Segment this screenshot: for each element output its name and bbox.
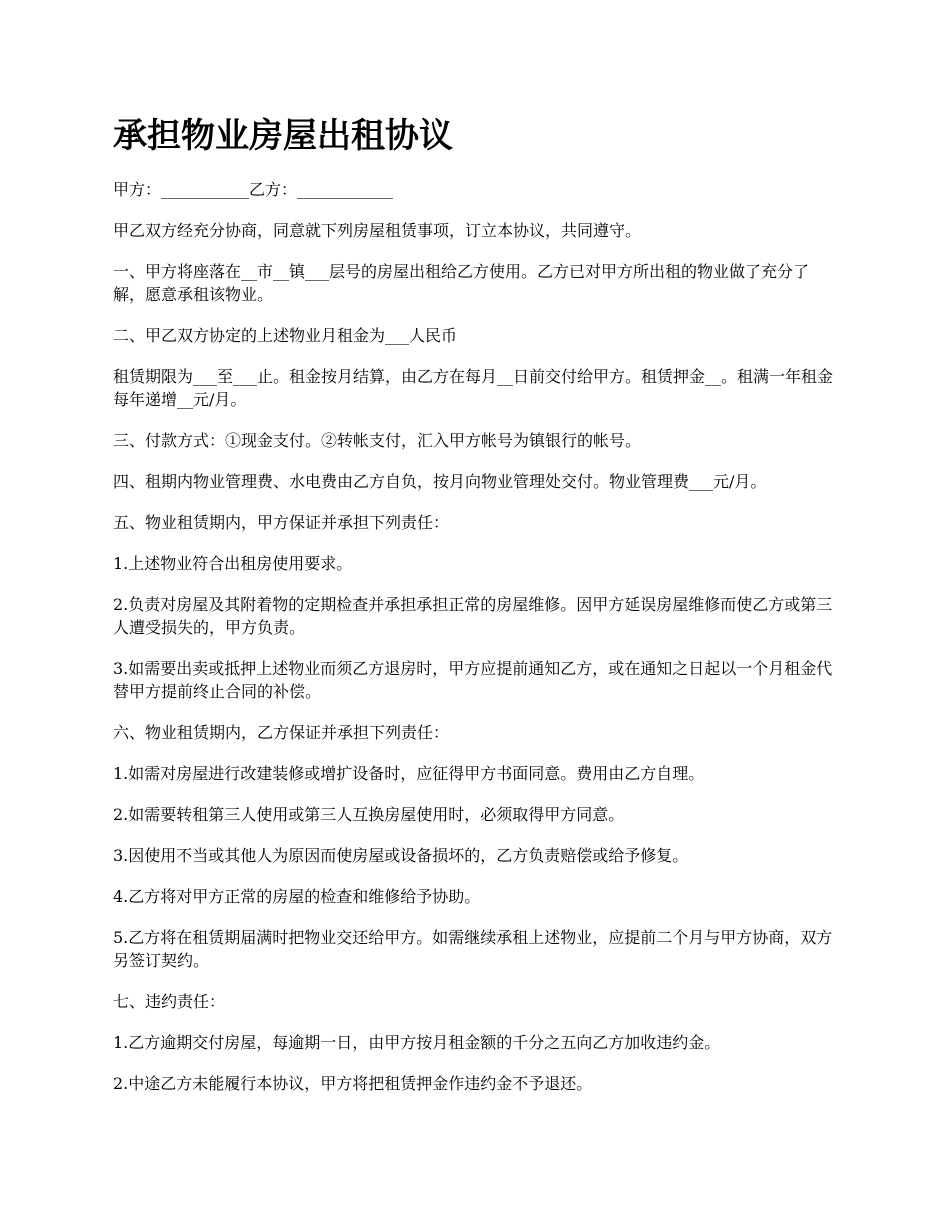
clause-7-heading: 七、违约责任： — [113, 992, 226, 1011]
clause-1-property: 一、甲方将座落在__市__镇___层号的房屋出租给乙方使用。乙方已对甲方所出租的物业做了充分了解，愿意承租该物业。 — [113, 262, 810, 304]
clause-3-payment: 三、付款方式：①现金支付。②转帐支付，汇入甲方帐号为镇银行的帐号。 — [113, 431, 642, 450]
intro-paragraph: 甲乙双方经充分协商，同意就下列房屋租赁事项，订立本协议，共同遵守。 — [113, 221, 642, 240]
document-body — [113, 178, 837, 1113]
clause-7-item-1: 1.乙方逾期交付房屋，每逾期一日，由甲方按月租金额的千分之五向乙方加收违约金。 — [113, 1033, 721, 1052]
clause-6-item-3: 3.因使用不当或其他人为原因而使房屋或设备损坏的，乙方负责赔偿或给予修复。 — [113, 846, 689, 865]
document-title: 承担物业房屋出租协议 — [113, 116, 453, 156]
lease-term-paragraph: 租赁期限为___至___止。租金按月结算，由乙方在每月__日前交付给甲方。租赁押金__。租满一年租金每年递增__元/月。 — [113, 367, 834, 409]
clause-4-fees: 四、租期内物业管理费、水电费由乙方自负，按月向物业管理处交付。物业管理费___元/月。 — [113, 472, 767, 491]
clause-5-heading: 五、物业租赁期内，甲方保证并承担下列责任： — [113, 513, 450, 532]
clause-6-item-1: 1.如需对房屋进行改建装修或增扩设备时，应征得甲方书面同意。费用由乙方自理。 — [113, 764, 705, 783]
clause-2-rent: 二、甲乙双方协定的上述物业月租金为___人民币 — [113, 326, 458, 345]
clause-6-item-5: 5.乙方将在租赁期届满时把物业交还给甲方。如需继续承租上述物业，应提前二个月与甲方协商，双方另签订契约。 — [113, 928, 833, 970]
clause-5-item-1: 1.上述物业符合出租房使用要求。 — [113, 554, 353, 573]
clause-5-item-2: 2.负责对房屋及其附着物的定期检查并承担承担正常的房屋维修。因甲方延误房屋维修而使乙方或第三人遭受损失的，甲方负责。 — [113, 595, 833, 637]
clause-6-item-2: 2.如需要转租第三人使用或第三人互换房屋使用时，必须取得甲方同意。 — [113, 805, 625, 824]
parties-line: 甲方：___________乙方：____________ — [113, 180, 394, 199]
clause-6-item-4: 4.乙方将对甲方正常的房屋的检查和维修给予协助。 — [113, 887, 481, 906]
clause-6-heading: 六、物业租赁期内，乙方保证并承担下列责任： — [113, 723, 450, 742]
clause-7-item-2: 2.中途乙方未能履行本协议，甲方将把租赁押金作违约金不予退还。 — [113, 1074, 593, 1093]
clause-5-item-3: 3.如需要出卖或抵押上述物业而须乙方退房时，甲方应提前通知乙方，或在通知之日起以一个月租金代替甲方提前终止合同的补偿。 — [113, 659, 833, 701]
